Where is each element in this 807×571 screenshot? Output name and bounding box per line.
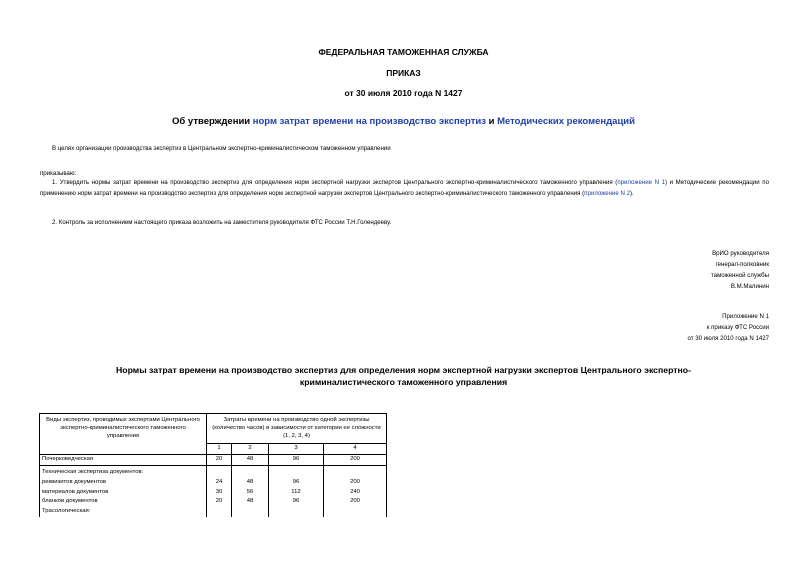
document-subject <box>0 116 807 127</box>
table-title: Нормы затрат времени на производство экспертиз для определения норм экспертной нагрузки экспертов Центрального экспертно-криминалистического таможенного управления <box>116 365 691 387</box>
row-value: 48 <box>232 455 269 466</box>
row-value: 200 <box>324 478 387 488</box>
signature-block <box>711 248 769 292</box>
annex-2-link[interactable]: приложение N 2 <box>584 190 630 197</box>
row-name: материалов документов <box>40 488 207 498</box>
row-value: 20 <box>207 455 232 466</box>
col2-header: Затраты времени на производство одной экспертизы (количество часов) в зависимости от категории ее сложности (1, 2, 3, 4) <box>207 414 387 444</box>
row-value: 20 <box>207 497 232 507</box>
row-value: 96 <box>269 478 324 488</box>
order-word: приказываю: <box>40 170 77 177</box>
row-value <box>232 465 269 477</box>
signature-line-4: В.М.Малинин <box>730 283 769 290</box>
signature-line-3: таможенной службы <box>710 272 769 279</box>
agency-name: ФЕДЕРАЛЬНАЯ ТАМОЖЕННАЯ СЛУЖБА <box>318 47 489 57</box>
row-value: 24 <box>207 478 232 488</box>
row-value: 112 <box>269 488 324 498</box>
row-value: 96 <box>269 497 324 507</box>
row-name: Трасологическая: <box>40 507 207 517</box>
annex-line-3: от 30 июля 2010 года N 1427 <box>687 335 769 342</box>
category-4: 4 <box>324 444 387 455</box>
row-value: 30 <box>207 488 232 498</box>
row-name: Почерковедческая <box>40 455 207 466</box>
item1-text2: ) и Методические рекомендации по применению норм затрат времени на производство экспертиз для определения норм экспертной нагрузки экспертов Центрального экспертно-криминалистического таможенного управления ( <box>40 179 769 197</box>
item1-text: 1. Утвердить нормы затрат времени на производство экспертиз для определения норм экспертной нагрузки экспертов Центрального экспертно-криминалистического таможенного управления ( <box>52 179 618 186</box>
subject-link-norms[interactable]: норм затрат времени на производство экспертиз <box>252 116 486 127</box>
row-value <box>324 465 387 477</box>
order-item-1 <box>40 177 769 199</box>
row-value <box>207 465 232 477</box>
row-value <box>269 465 324 477</box>
subject-prefix: Об утверждении <box>172 116 253 127</box>
row-value <box>232 507 269 517</box>
document-type: ПРИКАЗ <box>386 68 421 78</box>
col1-header: Виды экспертиз, проводимых экспертами Центрального экспертно-криминалистического таможенного управления <box>40 414 207 455</box>
signature-line-1: ВрИО руководителя <box>712 250 769 257</box>
row-value <box>324 507 387 517</box>
annex-line-1: Приложение N 1 <box>722 313 769 320</box>
subject-link-recommendations[interactable]: Методических рекомендаций <box>497 116 635 127</box>
norms-table <box>39 413 387 517</box>
category-2: 2 <box>232 444 269 455</box>
row-value: 56 <box>232 488 269 498</box>
row-value: 240 <box>324 488 387 498</box>
row-value: 96 <box>269 455 324 466</box>
row-value: 48 <box>232 497 269 507</box>
document-date-number: от 30 июля 2010 года N 1427 <box>344 88 463 98</box>
table-row <box>40 488 387 498</box>
table-row <box>40 478 387 488</box>
row-name: Техническая экспертиза документов: <box>40 465 207 477</box>
row-value: 200 <box>324 455 387 466</box>
subject-middle: и <box>485 116 498 127</box>
intro-paragraph: В целях организации производства экспертиз в Центральном экспертно-криминалистическом таможенном управлении <box>52 145 391 152</box>
category-3: 3 <box>269 444 324 455</box>
order-item-2: 2. Контроль за исполнением настоящего приказа возложить на заместителя руководителя ФТС России Т.Н.Голендееву. <box>52 219 392 226</box>
row-value <box>207 507 232 517</box>
table-row <box>40 497 387 507</box>
table-row <box>40 507 387 517</box>
row-name: реквизитов документов <box>40 478 207 488</box>
row-name: бланков документов <box>40 497 207 507</box>
annex-1-link[interactable]: приложение N 1 <box>617 179 666 186</box>
annex-block <box>688 311 769 344</box>
item1-text3: ). <box>629 190 634 197</box>
row-value: 48 <box>232 478 269 488</box>
category-1: 1 <box>207 444 232 455</box>
signature-line-2: генерал-полковник <box>715 261 769 268</box>
table-row <box>40 455 387 466</box>
table-header-row <box>40 414 387 444</box>
row-value: 200 <box>324 497 387 507</box>
annex-line-2: к приказу ФТС России <box>706 324 769 331</box>
table-row <box>40 465 387 477</box>
row-value <box>269 507 324 517</box>
